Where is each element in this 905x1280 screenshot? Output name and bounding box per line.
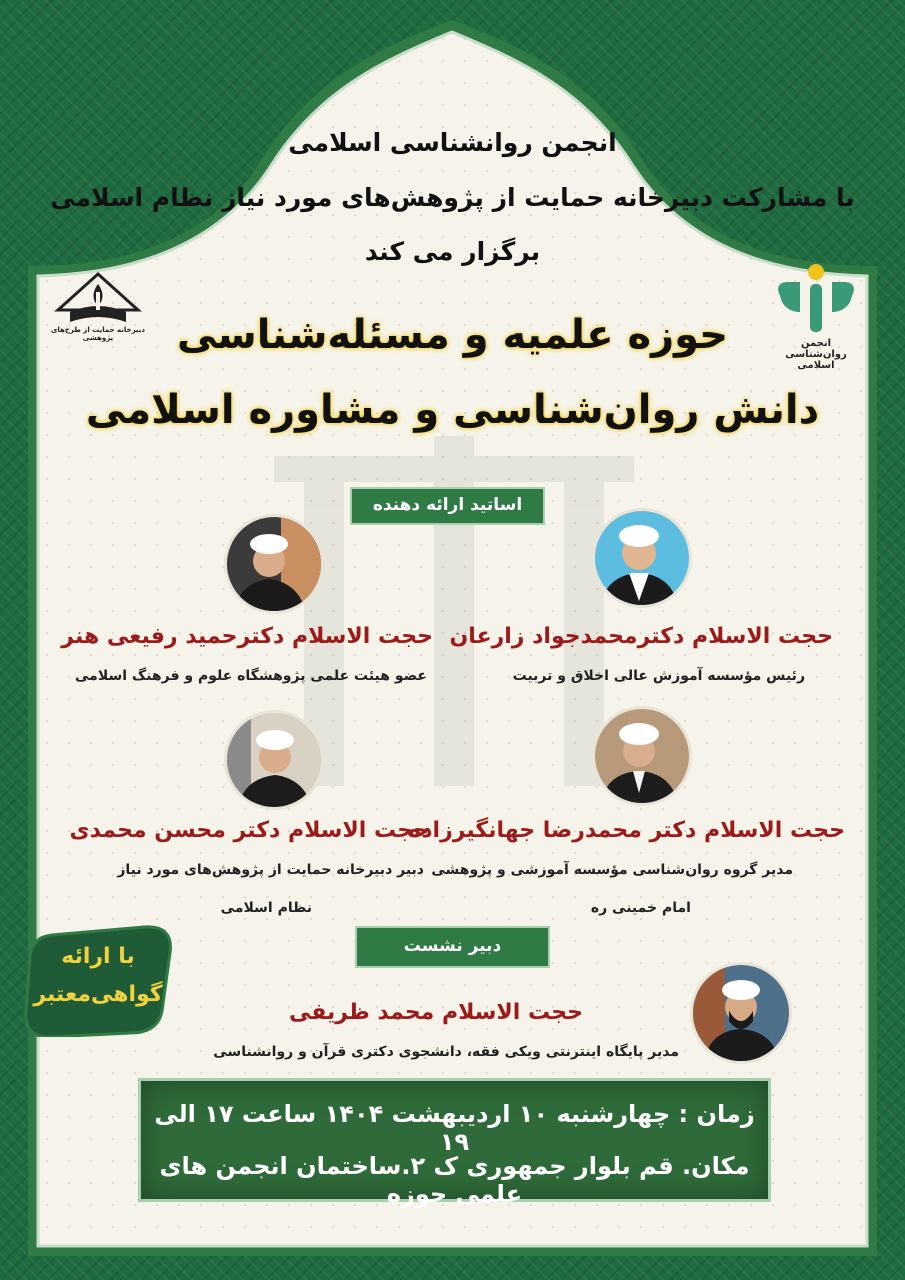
association-logo-caption: انجمن روان‌شناسی اسلامی — [785, 338, 847, 371]
speaker-2-portrait — [224, 514, 324, 614]
speaker-2-role: عضو هیئت علمی پژوهشگاه علوم و فرهنگ اسلامی — [74, 668, 427, 684]
badge-line-1: با ارائه — [61, 944, 135, 969]
badge-line-2: گواهی‌معتبر — [33, 982, 163, 1007]
chair-name: حجت الاسلام محمد ظریفی — [288, 1000, 583, 1025]
event-place: مکان. قم بلوار جمهوری ک ۲.ساختمان انجمن های علمی حوزه — [159, 1152, 750, 1208]
speaker-3-role-line-2: امام خمینی ره — [590, 900, 691, 916]
title-line-1: حوزه علمیه و مسئله‌شناسی — [176, 312, 729, 358]
title-line-2: دانش روان‌شناسی و مشاوره اسلامی — [85, 387, 820, 433]
speaker-4-name: حجت الاسلام دکتر محسن محمدی — [69, 818, 429, 843]
speaker-1-portrait — [592, 508, 692, 608]
speaker-3-portrait — [592, 706, 692, 806]
holds-line: برگزار می کند — [364, 237, 541, 266]
chair-label: دبیر نشست — [355, 926, 550, 968]
certificate-badge — [18, 925, 178, 1037]
lecturers-label: اساتید ارائه دهنده — [350, 487, 545, 525]
chair-role: مدیر پایگاه اینترنتی ویکی فقه، دانشجوی دکتری قرآن و روانشناسی — [213, 1044, 679, 1060]
speaker-4-role-line-1: دبیر دبیرخانه حمایت از پژوهش‌های مورد نیاز — [117, 862, 424, 878]
speaker-2-name: حجت الاسلام دکترحمید رفیعی هنر — [61, 624, 433, 649]
host-line: انجمن روانشناسی اسلامی — [288, 128, 617, 157]
speaker-3-name: حجت الاسلام دکتر محمدرضا جهانگیرزاده — [408, 818, 845, 843]
event-time: زمان : چهارشنبه ۱۰ اردیبهشت ۱۴۰۴ ساعت ۱۷ الی ۱۹ — [154, 1100, 755, 1156]
chair-portrait — [690, 962, 792, 1064]
speaker-1-role: رئیس مؤسسه آموزش عالی اخلاق و تربیت — [512, 668, 805, 684]
speaker-1-name: حجت الاسلام دکترمحمدجواد زارعان — [449, 624, 833, 649]
partner-line: با مشارکت دبیرخانه حمایت از پژوهش‌های مورد نیاز نظام اسلامی — [50, 183, 855, 212]
speaker-3-role-line-1: مدیر گروه روان‌شناسی مؤسسه آموزشی و پژوهشی — [431, 862, 793, 878]
secretariat-logo-caption: دبیرخانه حمایت از طرح‌های پژوهشی — [50, 326, 145, 342]
speaker-4-portrait — [224, 710, 324, 810]
speaker-4-role-line-2: نظام اسلامی — [220, 900, 312, 916]
